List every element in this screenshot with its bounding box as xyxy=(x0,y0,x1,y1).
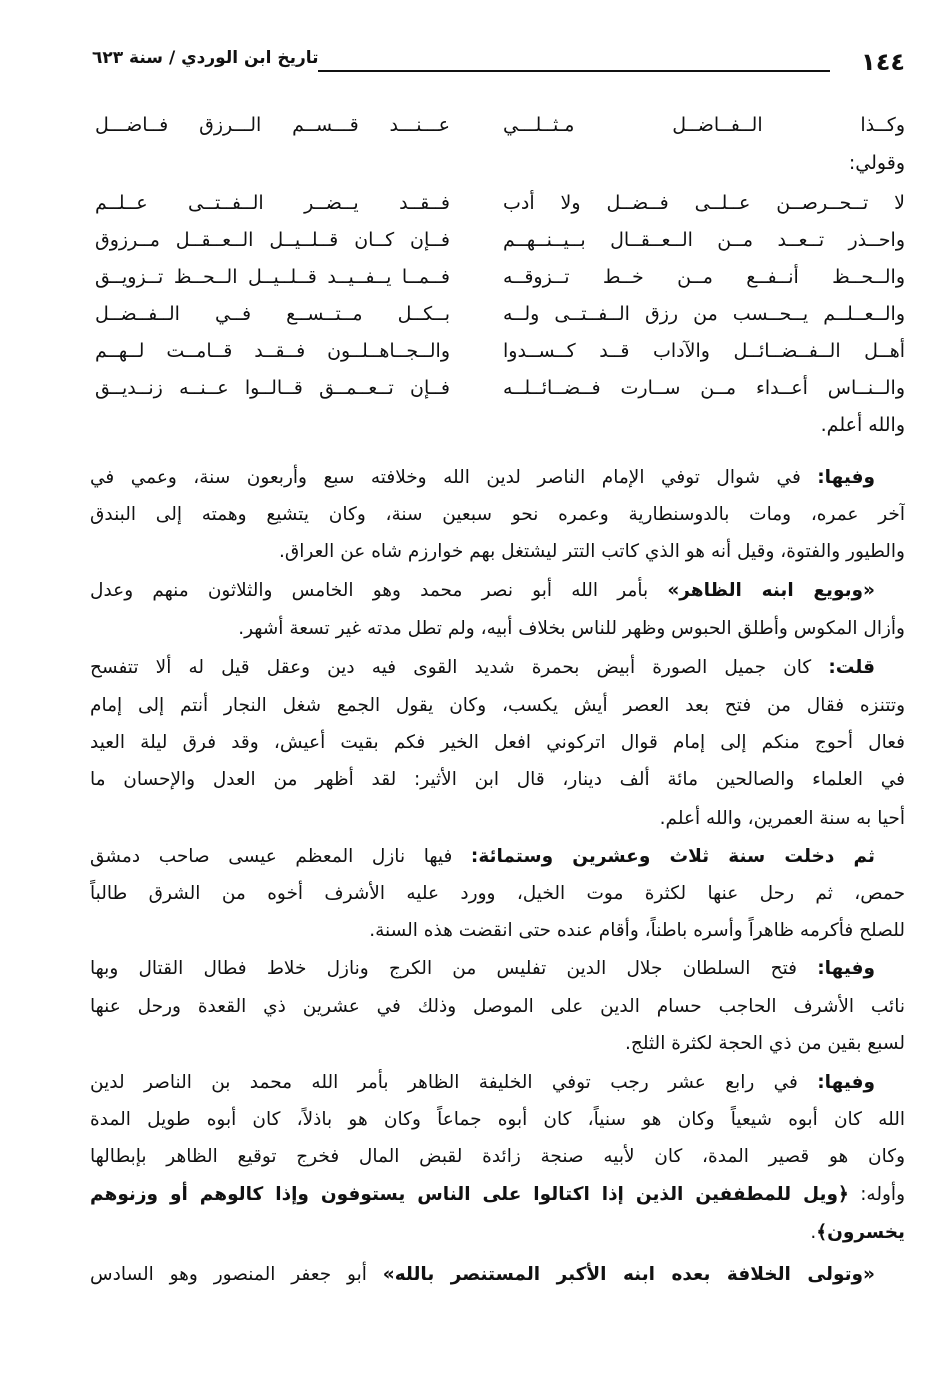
paragraph-line xyxy=(90,1105,905,1137)
paragraph-line xyxy=(90,463,875,495)
header-rule xyxy=(318,70,830,72)
body-text: وأزال المكوس وأطلق الحبوس وظهر للناس بخلاف أبيه، ولم تطل مدته غير تسعة أشهر. xyxy=(238,618,905,639)
page-number: ١٤٤ xyxy=(861,48,905,76)
verse-hemistich-first: والــحــظ أنــفــع مــن خــط تــزوقــه xyxy=(503,266,905,288)
verse-hemistich-second: بــكــل مــتــســع فــي الــفــضــل xyxy=(95,303,450,325)
verse-hemistich-second: فــإن تــعــمــق قــالــوا عــنــه زنــديــق xyxy=(95,377,450,399)
paragraph-line xyxy=(90,879,905,911)
paragraph-line xyxy=(90,804,905,836)
verse-hemistich-first: والــعــلــم يــحــسب من رزق الــفــتــى ولــه xyxy=(503,303,905,325)
paragraph-line xyxy=(90,728,905,760)
paragraph-line xyxy=(90,1068,875,1100)
body-text: في رابع عشر رجب توفي الخليفة الظاهر بأمر الله محمد بن الناصر لدين xyxy=(90,1072,818,1093)
body-text: . xyxy=(810,1222,817,1243)
body-text: كان جميل الصورة أبيض بحمرة شديد القوى فيه دين وعقل قيل له ألا تتفسح xyxy=(90,657,829,678)
body-text: وكان هو قصير المدة، كان لأبيه صنجة زائدة لقبض المال فخرج توقيع الظاهر بإبطالها xyxy=(90,1146,905,1167)
paragraph-line xyxy=(90,1029,905,1061)
body-text: وتتنزه فقال من فتح بعد العصر أيش يكسب، وكان يقول الجمع شغل النجار أنتم إلى إمام xyxy=(90,695,905,716)
body-text: نائب الأشرف الحاجب حسام الدين على الموصل وذلك في عشرين ذي القعدة ورحل عنها xyxy=(90,996,905,1017)
running-title: تاريخ ابن الوردي / سنة ٦٢٣ xyxy=(92,48,319,68)
body-text: في العلماء والصالحين مائة ألف دينار، قال ابن الأثير: لقد أظهر من العدل والإحسان ما xyxy=(90,769,905,790)
poem-intro: وقولي: xyxy=(848,152,905,174)
verse-hemistich-second: فــإن كــان قــلــيــل الــعــقــل مــرزوق xyxy=(95,229,450,251)
body-text: أحيا به سنة العمرين، والله أعلم. xyxy=(659,808,905,829)
paragraph-line xyxy=(90,614,905,646)
paragraph-line xyxy=(90,691,905,723)
body-text: فعال أحوج منكم إلى إمام قوال اتركوني افعل الخير فكم بقيت أعيش، وقد فرق ليلة العيد xyxy=(90,732,905,753)
paragraph-line xyxy=(90,954,875,986)
paragraph-line xyxy=(90,537,905,569)
body-text: بأمر الله أبو نصر محمد وهو الخامس والثلاثون منهم وعدل xyxy=(90,580,668,601)
verse-hemistich-first: واحــذر تــعــد مــن الــعــقــال بــيــنــهــم xyxy=(503,229,905,251)
body-text: والطيور والفتوة، وقيل أنه هو الذي كاتب التتر ليشتغل بهم خوارزم شاه عن العراق. xyxy=(279,541,905,562)
body-text: في شوال توفي الإمام الناصر لدين الله وخلافته سبع وأربعون سنة، وعمي في xyxy=(90,467,818,488)
paragraph-line xyxy=(90,1142,905,1174)
body-text: وأوله: xyxy=(848,1184,905,1205)
body-text: فيها نازل المعظم عيسى صاحب دمشق xyxy=(90,846,471,867)
body-text: لسبع بقين من ذي الحجة لكثرة الثلج. xyxy=(625,1033,905,1054)
paragraph-line xyxy=(90,1218,905,1250)
poem-closing: والله أعلم. xyxy=(820,414,905,436)
bold-heading-text: وفيها: xyxy=(817,467,875,488)
verse-hemistich-second: والــجــاهــلــون فــقــد قــامــت لــهــم xyxy=(95,340,450,362)
paragraph-line xyxy=(90,765,905,797)
verse-hemistich-first: وكــذا الــفــاضــل مـثــلـــي xyxy=(503,114,905,136)
body-text: أبو جعفر المنصور وهو السادس xyxy=(90,1264,383,1285)
verse-hemistich-first: أهــل الــفــضــائــل والآداب قــد كــســدوا xyxy=(503,340,905,362)
verse-hemistich-first: والــنــاس أعــداء مــن ســارت فــضــائــلــه xyxy=(503,377,905,399)
bold-heading-text: قلت: xyxy=(828,657,875,678)
bold-heading-text: يخسرون﴾ xyxy=(816,1222,905,1243)
paragraph-line xyxy=(90,1260,875,1292)
paragraph-line xyxy=(90,576,875,608)
bold-heading-text: ﴿ويل للمطففين الذين إذا اكتالوا على الناس يستوفون وإذا كالوهم أو وزنوهم xyxy=(90,1184,849,1205)
body-text: الله كان أبوه شيعياً وكان هو سنياً، كان أبوه جماعاً وكان هو باذلاً، كان أبوه طويل المدة xyxy=(90,1109,905,1130)
paragraph-line xyxy=(90,842,875,874)
body-text: للصلح فأكرمه ظاهراً وأسره باطناً، وأقام عنده حتى انقضت هذه السنة. xyxy=(369,920,905,941)
paragraph-line xyxy=(90,500,905,532)
verse-hemistich-second: فــمــا يــفــيــد قــلــيــل الــحــظ تــزويــق xyxy=(95,266,450,288)
paragraph-line xyxy=(90,653,875,685)
body-text: حمص، ثم رحل عنها لكثرة موت الخيل، وورد عليه الأشرف أخوه من الشرق طالباً xyxy=(90,883,905,904)
bold-heading-text: ثم دخلت سنة ثلاث وعشرين وستمائة: xyxy=(470,846,875,867)
paragraph-line xyxy=(90,1180,905,1212)
verse-hemistich-second: فــقــد يــضــر الــفــتــى عــلــم xyxy=(95,192,450,214)
bold-heading-text: «وتولى الخلافة بعده ابنه الأكبر المستنصر بالله» xyxy=(382,1264,875,1285)
paragraph-line xyxy=(90,916,905,948)
bold-heading-text: «وبويع ابنه الظاهر» xyxy=(667,580,875,601)
verse-hemistich-second: عـــنـــد قـــســم الـــرزق فــاضـــل xyxy=(95,114,450,136)
verse-hemistich-first: لا تــحــرصــن عــلــى فــضــل ولا أدب xyxy=(503,192,905,214)
bold-heading-text: وفيها: xyxy=(817,958,875,979)
body-text: آخر عمره، ومات بالدوسنطارية وعمره نحو سبعين سنة، وكان يتشيع وهمته إلى البندق xyxy=(90,504,905,525)
paragraph-line xyxy=(90,992,905,1024)
body-text: فتح السلطان جلال الدين تفليس من الكرج ونازل خلاط فطال القتال وبها xyxy=(90,958,818,979)
bold-heading-text: وفيها: xyxy=(817,1072,875,1093)
